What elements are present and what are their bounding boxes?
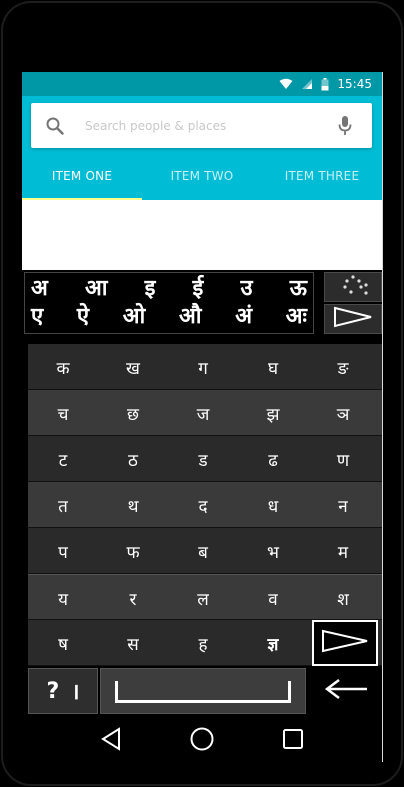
signal-icon — [301, 78, 313, 90]
tab-bar — [22, 152, 382, 200]
consonant-row — [28, 528, 382, 574]
consonant-key[interactable]: त — [58, 496, 68, 517]
keyboard-bottom-row — [22, 668, 382, 714]
consonant-key[interactable]: र — [129, 589, 137, 610]
space-key[interactable] — [100, 668, 306, 714]
settings-dots-icon — [336, 274, 370, 300]
consonant-row — [28, 436, 382, 482]
tab-content — [22, 200, 382, 270]
next-button[interactable] — [324, 304, 382, 334]
screen-edge — [382, 72, 383, 762]
consonant-key[interactable]: श — [337, 589, 349, 610]
consonant-row — [28, 620, 382, 666]
consonant-key[interactable]: क — [56, 358, 70, 379]
consonant-key[interactable]: फ — [126, 542, 140, 563]
status-time: 15:45 — [337, 77, 372, 91]
consonant-key[interactable]: थ — [127, 496, 139, 517]
vowel-row — [29, 275, 309, 303]
search-icon[interactable] — [45, 116, 65, 140]
consonant-key[interactable]: न — [338, 496, 348, 517]
consonant-row — [28, 482, 382, 528]
consonant-key[interactable]: ञ — [336, 404, 350, 425]
consonant-grid — [28, 344, 382, 668]
keyboard-tools — [324, 272, 382, 334]
app-header — [22, 96, 382, 200]
consonant-key[interactable]: ष — [58, 634, 68, 655]
search-input[interactable] — [83, 115, 323, 137]
status-icons — [279, 72, 372, 96]
vowel-key[interactable]: ऐ — [76, 304, 90, 329]
vowel-key[interactable]: औ — [178, 304, 202, 329]
consonant-key[interactable]: ज — [196, 404, 210, 425]
consonant-key[interactable]: ढ — [268, 450, 278, 471]
consonant-row — [28, 344, 382, 390]
backspace-key[interactable] — [310, 668, 382, 714]
send-key[interactable] — [312, 620, 378, 666]
search-bar[interactable] — [31, 103, 372, 148]
consonant-key[interactable]: ट — [58, 450, 68, 471]
consonant-key[interactable]: ख — [126, 358, 140, 379]
consonant-key[interactable]: ज्ञ — [267, 634, 279, 655]
home-icon[interactable] — [189, 726, 215, 752]
consonant-key[interactable]: ण — [336, 450, 350, 471]
consonant-key[interactable]: ठ — [128, 450, 138, 471]
tab-item-two[interactable]: ITEM TWO — [170, 169, 234, 183]
status-bar — [22, 72, 382, 96]
vowel-key[interactable]: अः — [285, 304, 307, 329]
consonant-key[interactable]: छ — [127, 404, 139, 425]
consonant-row — [28, 574, 382, 620]
vowel-key[interactable]: आ — [84, 276, 108, 301]
consonant-key[interactable]: म — [337, 542, 349, 563]
wifi-icon — [279, 78, 293, 90]
consonant-row — [28, 390, 382, 436]
consonant-key[interactable]: ल — [197, 589, 209, 610]
back-icon[interactable] — [100, 727, 122, 751]
consonant-key[interactable]: प — [58, 542, 68, 563]
consonant-key[interactable]: स — [127, 634, 139, 655]
battery-icon — [321, 78, 329, 91]
backspace-arrow-icon — [323, 677, 369, 705]
punctuation-key[interactable] — [28, 668, 98, 714]
navigation-bar — [22, 715, 382, 762]
vowel-key[interactable]: ए — [31, 304, 44, 329]
consonant-key[interactable]: च — [57, 404, 69, 425]
vowel-key[interactable]: उ — [240, 276, 253, 301]
hindi-keyboard — [22, 270, 382, 715]
play-arrow-icon — [331, 306, 375, 332]
vowel-key[interactable]: ई — [192, 276, 204, 301]
danda-mark: । — [71, 680, 80, 705]
consonant-key[interactable]: द — [198, 496, 208, 517]
consonant-key[interactable]: य — [58, 589, 68, 610]
consonant-key[interactable]: ह — [198, 634, 208, 655]
tab-item-three[interactable]: ITEM THREE — [284, 169, 360, 183]
consonant-key[interactable]: भ — [267, 542, 279, 563]
question-mark: ? — [46, 678, 60, 704]
consonant-key[interactable]: ध — [267, 496, 279, 517]
recents-icon[interactable] — [282, 728, 304, 750]
consonant-key[interactable]: झ — [266, 404, 280, 425]
vowel-key[interactable]: ओ — [122, 304, 146, 329]
vowel-key[interactable]: अं — [235, 304, 252, 329]
mic-icon[interactable] — [338, 115, 352, 141]
space-icon — [115, 681, 291, 703]
vowel-strip — [24, 272, 314, 334]
consonant-key[interactable]: व — [268, 589, 278, 610]
vowel-key[interactable]: अ — [31, 276, 48, 301]
consonant-key[interactable]: ग — [198, 358, 208, 379]
vowel-key[interactable]: इ — [144, 276, 156, 301]
consonant-key[interactable]: ङ — [337, 358, 349, 379]
vowel-row — [29, 303, 309, 331]
settings-button[interactable] — [324, 272, 382, 302]
vowel-key[interactable]: ऊ — [289, 276, 307, 301]
consonant-key[interactable]: घ — [267, 358, 279, 379]
consonant-key[interactable]: ब — [198, 542, 208, 563]
tab-item-one[interactable]: ITEM ONE — [22, 152, 142, 200]
send-arrow-icon — [320, 628, 370, 658]
device-screen — [22, 72, 382, 762]
consonant-key[interactable]: ड — [198, 450, 208, 471]
